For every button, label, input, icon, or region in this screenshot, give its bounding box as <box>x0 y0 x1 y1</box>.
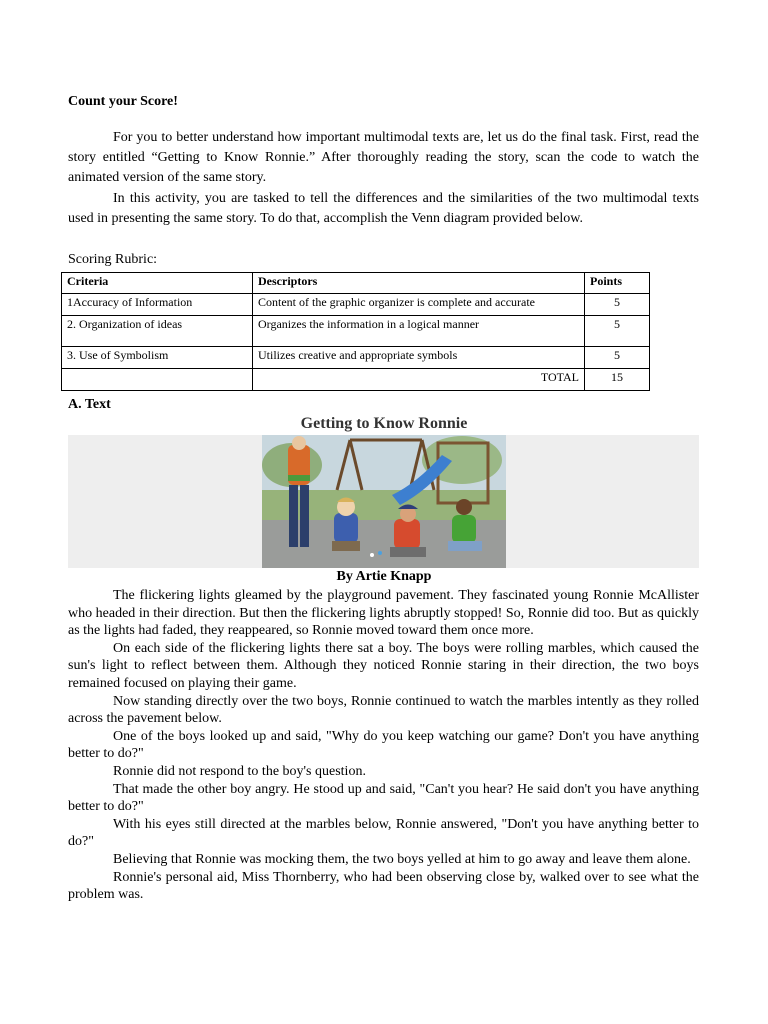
empty-cell <box>62 369 253 391</box>
story-title: Getting to Know Ronnie <box>300 415 468 432</box>
criteria-cell: 1Accuracy of Information <box>62 294 253 316</box>
header-descriptors: Descriptors <box>253 273 585 294</box>
story-paragraph: Ronnie did not respond to the boy's question. <box>113 763 366 779</box>
story-paragraph: Believing that Ronnie was mocking them, the two boys yelled at him to go away and leave them alone. <box>113 851 691 867</box>
table-header-row <box>62 273 650 294</box>
criteria-cell: 2. Organization of ideas <box>62 316 253 347</box>
total-row <box>62 369 650 391</box>
descriptor-cell: Organizes the information in a logical manner <box>253 316 585 347</box>
playground-illustration <box>262 435 506 568</box>
section-heading: Count your Score! <box>68 94 178 109</box>
points-cell: 5 <box>585 294 650 316</box>
story-paragraph: The flickering lights gleamed by the playground pavement. They fascinated young Ronnie McAllister who headed in their direction. But then the flickering lights abruptly stopped! So, Ronnie did too. But as quickly as the lights had faded, they reappeared, so Ronnie moved toward them once more. <box>68 588 699 639</box>
total-value: 15 <box>585 369 650 391</box>
table-row <box>62 316 650 347</box>
rubric-label: Scoring Rubric: <box>68 252 158 267</box>
criteria-cell: 3. Use of Symbolism <box>62 347 253 369</box>
story-byline: By Artie Knapp <box>336 569 432 584</box>
descriptor-cell: Content of the graphic organizer is complete and accurate <box>253 294 585 316</box>
table-row <box>62 294 650 316</box>
header-points: Points <box>585 273 650 294</box>
total-label: TOTAL <box>253 369 585 391</box>
intro-paragraph-2: In this activity, you are tasked to tell the differences and the similarities of the two multimodal texts used in presenting the same story. To do that, accomplish the Venn diagram provided below. <box>68 191 699 226</box>
scoring-rubric-table <box>61 272 650 391</box>
section-a-heading: A. Text <box>68 397 111 412</box>
points-cell: 5 <box>585 347 650 369</box>
points-cell: 5 <box>585 316 650 347</box>
intro-paragraph-1: For you to better understand how important multimodal texts are, let us do the final task. First, read the story entitled “Getting to Know Ronnie.” After thoroughly reading the story, scan the code to watch the animated version of the same story. <box>68 130 699 185</box>
story-paragraph: One of the boys looked up and said, "Why do you keep watching our game? Don't you have anything better to do?" <box>68 728 699 762</box>
story-paragraph: That made the other boy angry. He stood up and said, "Can't you hear? He said don't you have anything better to do?" <box>68 781 699 815</box>
story-paragraph: Now standing directly over the two boys, Ronnie continued to watch the marbles intently as they rolled across the pavement below. <box>68 693 699 727</box>
story-paragraph: On each side of the flickering lights there sat a boy. The boys were rolling marbles, which caused the sun's light to reflect between them. Although they noticed Ronnie staring in their direction, the two boys remained focused on playing their game. <box>68 640 699 691</box>
story-paragraph: Ronnie's personal aid, Miss Thornberry, who had been observing close by, walked over to see what the problem was. <box>68 869 699 903</box>
story-body <box>68 587 699 904</box>
header-criteria: Criteria <box>62 273 253 294</box>
descriptor-cell: Utilizes creative and appropriate symbols <box>253 347 585 369</box>
story-paragraph: With his eyes still directed at the marbles below, Ronnie answered, "Don't you have anything better to do?" <box>68 816 699 850</box>
table-row <box>62 347 650 369</box>
